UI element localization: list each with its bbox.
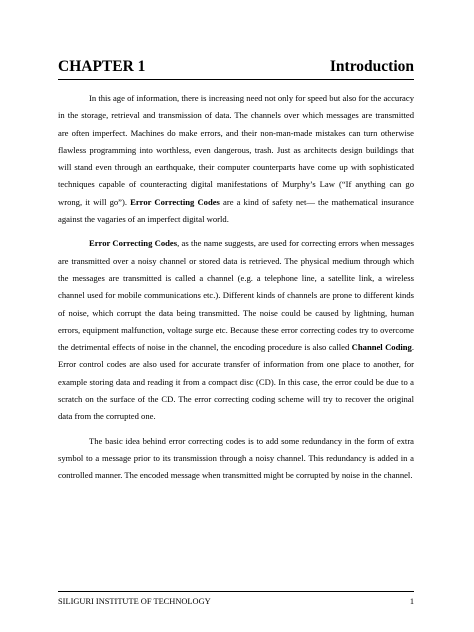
bold-term: Channel Coding xyxy=(351,342,412,353)
text-run: are a kind of safety net— the mathematical insurance against the vagaries of an imperfect digital world. xyxy=(58,196,415,225)
chapter-number: CHAPTER 1 xyxy=(58,58,146,75)
text-run: The basic idea behind error correcting codes is to add some redundancy in the form of extra symbol to a message prior to its transmission through a noisy channel. This redundancy is added in a controlled manner. The encoded message when transmitted might be corrupted by noise in the channel. xyxy=(58,435,414,481)
body-text xyxy=(58,90,414,492)
footer-institute: SILIGURI INSTITUTE OF TECHNOLOGY xyxy=(58,597,211,606)
text-run: . Error control codes are also used for accurate transfer of information from one place to another, for example storing data and reading it from a compact disc (CD). In this case, the error could be due to a scratch on the surface of the CD. The error correcting coding scheme will try to recover the original data from the corrupted one. xyxy=(58,342,414,422)
bold-term: Error Correcting Codes xyxy=(130,196,220,207)
chapter-header xyxy=(58,58,414,76)
header-rule xyxy=(58,79,414,80)
paragraph-1 xyxy=(58,90,414,228)
chapter-title: Introduction xyxy=(329,58,414,75)
paragraph-3 xyxy=(58,433,414,485)
page-number: 1 xyxy=(409,597,414,606)
text-run: , as the name suggests, are used for correcting errors when messages are transmitted over a noisy channel or stored data is retrieved. The physical medium through which the messages are transmitted is called a channel (e.g. a telephone line, a satellite link, a wireless channel used for mobile communications etc.). Different kinds of channels are prone to different kinds of noise, which corrupt the data being transmitted. The noise could be caused by lightning, human errors, equipment malfunction, voltage surge etc. Because these error correcting codes try to overcome the detrimental effects of noise in the channel, the encoding procedure is also called xyxy=(58,238,414,353)
footer-rule xyxy=(58,591,414,592)
paragraph-2 xyxy=(58,235,414,425)
page-footer xyxy=(58,596,414,608)
bold-term: Error Correcting Codes xyxy=(89,238,178,249)
text-run: In this age of information, there is increasing need not only for speed but also for the accuracy in the storage, retrieval and transmission of data. The channels over which messages are transmitted are often imperfect. Machines do make errors, and their non-man-made mistakes can turn otherwise flawless programming into worthless, even dangerous, trash. Just as architects design buildings that will stand even through an earthquake, their computer counterparts have come up with sophisticated techniques capable of counteracting digital manifestations of Murphy’s Law (“If anything can go wrong, it will go”). xyxy=(58,93,414,207)
